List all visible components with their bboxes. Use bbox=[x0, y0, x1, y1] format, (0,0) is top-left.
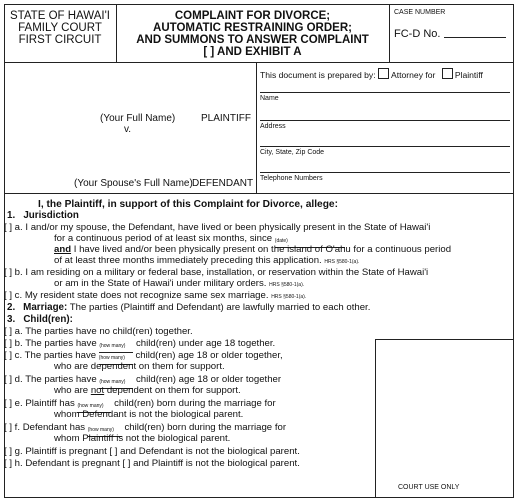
telephone-line[interactable] bbox=[260, 172, 510, 173]
checkbox-children-d[interactable]: [ ] bbox=[4, 374, 12, 385]
section-children: 3. Child(ren): bbox=[7, 314, 73, 325]
checkbox-children-h[interactable]: [ ] bbox=[4, 458, 12, 469]
address-line[interactable] bbox=[260, 120, 510, 121]
court-use-only-label: COURT USE ONLY bbox=[398, 484, 460, 491]
children-d-count[interactable]: (how many) bbox=[99, 377, 133, 389]
children-f-count[interactable]: (how many) bbox=[88, 425, 122, 437]
name-label: Name bbox=[260, 95, 279, 102]
intro-statement: I, the Plaintiff, in support of this Complaint for Divorce, allege: bbox=[38, 199, 338, 210]
checkbox-children-f[interactable]: [ ] bbox=[4, 422, 12, 433]
name-line[interactable] bbox=[260, 92, 510, 93]
document-title: COMPLAINT FOR DIVORCE; AUTOMATIC RESTRAINING ORDER; AND SUMMONS TO ANSWER COMPLAINT [ ] AND EXHIBIT A bbox=[136, 10, 369, 58]
children-c-count[interactable]: (how many) bbox=[99, 353, 133, 365]
city-label: City, State, Zip Code bbox=[260, 149, 325, 156]
parties-divider bbox=[256, 62, 257, 193]
case-number-label: CASE NUMBER bbox=[394, 9, 446, 16]
case-number-field[interactable]: FC-D No. bbox=[394, 28, 506, 40]
date-field[interactable]: (date) bbox=[275, 236, 345, 248]
children-e: [ ] e. Plaintiff has (how many) child(ren) born during the marriage for bbox=[4, 398, 276, 413]
children-d: [ ] d. The parties have (how many) child(ren) age 18 or older together bbox=[4, 374, 281, 389]
children-a: [ ] a. The parties have no child(ren) together. bbox=[4, 326, 193, 337]
checkbox-children-b[interactable]: [ ] bbox=[4, 338, 12, 349]
children-c: [ ] c. The parties have (how many) child(ren) age 18 or older together, bbox=[4, 350, 283, 365]
children-b: [ ] b. The parties have (how many) child(ren) under age 18 together. bbox=[4, 338, 275, 353]
header-bottom-rule bbox=[4, 62, 514, 63]
checkbox-jurisdiction-b[interactable]: [ ] bbox=[4, 267, 12, 278]
checkbox-plaintiff-pregnant[interactable]: [ ] bbox=[109, 446, 118, 457]
section-marriage: 2. Marriage: The parties (Plaintiff and Defendant) are lawfully married to each other. bbox=[7, 302, 371, 313]
telephone-label: Telephone Numbers bbox=[260, 175, 323, 182]
children-h: [ ] h. Defendant is pregnant [ ] and Plaintiff is not the biological parent. bbox=[4, 458, 300, 469]
children-f: [ ] f. Defendant has (how many) child(ren) born during the marriage for bbox=[4, 422, 286, 437]
prepared-by: This document is prepared by: Attorney for Plaintiff bbox=[260, 70, 483, 80]
attorney-checkbox[interactable] bbox=[378, 68, 389, 79]
parties-bottom-rule bbox=[4, 193, 514, 194]
plaintiff-label: PLAINTIFF bbox=[201, 113, 252, 124]
checkbox-children-c[interactable]: [ ] bbox=[4, 350, 12, 361]
plaintiff-name-hint: (Your Full Name) bbox=[100, 113, 176, 124]
checkbox-defendant-pregnant[interactable]: [ ] bbox=[122, 458, 131, 469]
plaintiff-checkbox[interactable] bbox=[442, 68, 453, 79]
header-divider-right bbox=[389, 4, 390, 62]
children-b-count[interactable]: (how many) bbox=[99, 341, 133, 353]
address-label: Address bbox=[260, 123, 286, 130]
checkbox-children-g[interactable]: [ ] bbox=[4, 446, 12, 457]
checkbox-children-a[interactable]: [ ] bbox=[4, 326, 12, 337]
court-use-only-box bbox=[375, 339, 514, 498]
children-e-count[interactable]: (how many) bbox=[77, 401, 111, 413]
jurisdiction-a: [ ] a. I and/or my spouse, the Defendant, have lived or been physically present in the State of Hawai'i bbox=[4, 222, 431, 233]
section-jurisdiction: 1. Jurisdiction bbox=[7, 210, 79, 221]
jurisdiction-c: [ ] c. My resident state does not recognize same sex marriage. HRS §580-1(a). bbox=[4, 290, 307, 301]
checkbox-children-e[interactable]: [ ] bbox=[4, 398, 12, 409]
checkbox-jurisdiction-c[interactable]: [ ] bbox=[4, 290, 12, 301]
court-name: STATE OF HAWAI'I FAMILY COURT FIRST CIRCUIT bbox=[10, 10, 110, 46]
jurisdiction-b: [ ] b. I am residing on a military or federal base, installation, or reservation within the State of Hawai'i bbox=[4, 267, 429, 278]
city-line[interactable] bbox=[260, 146, 510, 147]
defendant-name-hint: (Your Spouse's Full Name) bbox=[74, 178, 193, 189]
checkbox-jurisdiction-a[interactable]: [ ] bbox=[4, 222, 12, 233]
children-g: [ ] g. Plaintiff is pregnant [ ] and Defendant is not the biological parent. bbox=[4, 446, 300, 457]
versus: v. bbox=[124, 124, 132, 135]
defendant-label: DEFENDANT bbox=[192, 178, 254, 189]
